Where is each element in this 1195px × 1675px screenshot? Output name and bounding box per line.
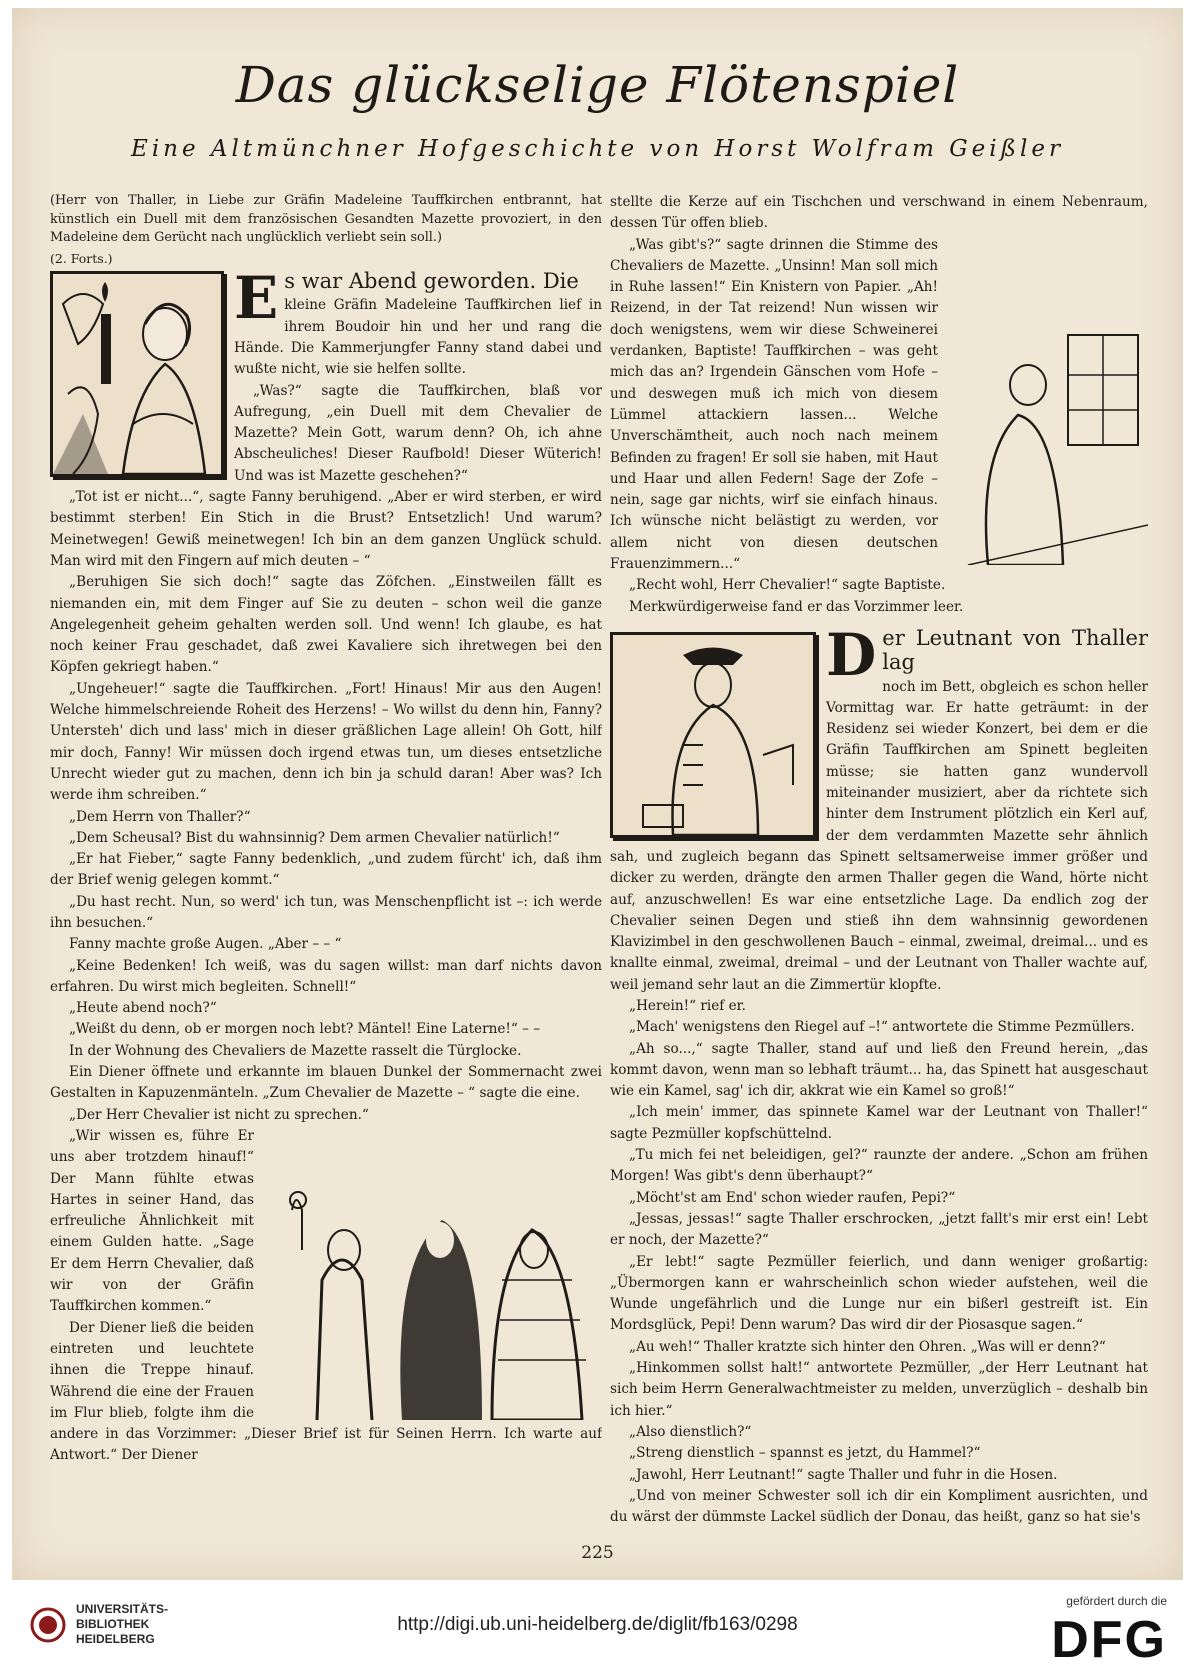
paragraph: „Heute abend noch?“ (69, 1000, 217, 1017)
illustration-lieutenant (610, 632, 816, 838)
library-name-line: HEIDELBERG (76, 1632, 155, 1646)
continuation-note: (2. Forts.) (50, 250, 113, 266)
countess-drawing (53, 274, 221, 474)
paragraph: „Herein!“ rief er. (629, 997, 746, 1014)
left-column (50, 192, 602, 1527)
paragraph: „Er lebt!“ sagte Pezmüller feierlich, und dann weniger großartig: „Übermorgen kann er wahrscheinlich schon wieder aufstehen, weil die Wunde ungefährlich und die Lunge nur ein bißerl gestreift ist. Ein Mordsglück, Pepi! Denn warum? Das wird dir der Piosasque sagen.“ (610, 1253, 1148, 1334)
illustration-chevalier (948, 325, 1148, 565)
paragraph: „Wir wissen es, führe Er uns aber trotzdem hinauf!“ Der Mann fühlte etwas Hartes in seiner Hand, das erfreuliche Ähnlichkeit mit einem Gulden hatte. „Sage Er dem Herrn Chevalier, daß wir von der Gräfin Tauffkirchen kommen.“ (50, 1127, 254, 1315)
paragraph: „Dem Herrn von Thaller?“ (69, 808, 251, 825)
illustration-visitors (262, 1130, 602, 1420)
paragraph: „Also dienstlich?“ (629, 1423, 752, 1440)
paragraph: „Au weh!“ Thaller kratzte sich hinter den Ohren. „Was will er denn?“ (629, 1338, 1106, 1355)
paragraph: „Mach' wenigstens den Riegel auf –!“ antwortete die Stimme Pezmüllers. (629, 1019, 1135, 1036)
library-name-line: UNIVERSITÄTS- (76, 1602, 169, 1616)
library-name-line: BIBLIOTHEK (76, 1617, 150, 1631)
illustration-countess (50, 271, 224, 477)
article-subtitle: Eine Altmünchner Hofgeschichte von Horst Wolfram Geißler (131, 136, 1064, 162)
paragraph: „Der Herr Chevalier ist nicht zu sprechen.“ (69, 1106, 369, 1123)
scanned-page (12, 8, 1183, 1580)
paragraph: stellte die Kerze auf ein Tischchen und verschwand in einem Nebenraum, dessen Tür offen blieb. (610, 194, 1148, 232)
paragraph: „Tu mich fei net beleidigen, gel?“ raunzte der andere. „Schon am frühen Morgen! Was gibt's denn überhaupt?“ (610, 1147, 1148, 1185)
paragraph: „Ich mein' immer, das spinnete Kamel war der Leutnant von Thaller!“ sagte Pezmüller kopfschüttelnd. (610, 1104, 1148, 1142)
right-column (610, 192, 1148, 1552)
paragraph: Fanny machte große Augen. „Aber – – “ (69, 936, 342, 953)
article-title: Das glückselige Flötenspiel (235, 56, 960, 114)
paragraph: kleine Gräfin Madeleine Tauffkirchen lief in ihrem Boudoir hin und her und rang die Hände. Die Kammerjungfer Fanny stand dabei und wußte nicht, wie sie helfen sollte. (234, 297, 602, 378)
sponsor-text: gefördert durch die (1066, 1594, 1167, 1608)
paragraph: „Recht wohl, Herr Chevalier!“ sagte Baptiste. (629, 577, 946, 594)
paragraph: Ein Diener öffnete und erkannte im blauen Dunkel der Sommernacht zwei Gestalten in Kapuzenmänteln. „Zum Chevalier de Mazette – “ sagte die eine. (50, 1064, 602, 1102)
paragraph: „Streng dienstlich – spannst es jetzt, du Hammel?“ (629, 1445, 981, 1462)
right-lead-text: er Leutnant von Thaller lag (882, 625, 1148, 675)
paragraph: „Keine Bedenken! Ich weiß, was du sagen willst: man darf nichts davon erfahren. Du wirst mich begleiten. Schnell!“ (50, 957, 602, 995)
paragraph: „Ungeheuer!“ sagte die Tauffkirchen. „Fort! Hinaus! Mir aus den Augen! Welche himmelschreiende Roheit des Herzens! – Wo willst du denn hin, Fanny? Untersteh' dich und lass' mich in dieser gräßlichen Lage allein! Oh Gott, hilf mir doch, Fanny! Wir müssen doch irgend etwas tun, um dieses entsetzliche Unrecht wieder gut zu machen, denn ich bin ja schuld daran! Aber was? Ich werde ihm schreiben.“ (50, 680, 602, 804)
viewer-footer (0, 1584, 1195, 1675)
dfg-logo: DFG (1051, 1611, 1167, 1669)
paragraph: noch im Bett, obgleich es schon heller Vormittag war. Er hatte geträumt: in der Residenz sei wieder Konzert, bei dem er die Gräfin Tauffkirchen am Spinett begleiten müsse; sie hatten ganz wundervoll miteinander musiziert, aber da richtete sich hinter dem Instrument plötzlich ein Kerl auf, der dem verdammten Mazette sehr ähnlich sah, und zugleich begann das Spinett seltsamerweise immer größer und dicker zu werden, drängte den armen Thaller gegen die Wand, hörte nicht auf, anzuschwellen! Es war eine entsetzliche Lage. Da endlich zog der Chevalier seinen Degen und stieß ihn dem wahnsinnig gewordenen Klavizimbel in den geschwollenen Bauch – einmal, zweimal, dreimal... und es knallte einmal, zweimal, dreimal – und der Leutnant von Thaller wachte auf, weil jemand sehr laut an die Zimmertür klopfte. (610, 678, 1148, 993)
dropcap-d: D (826, 620, 877, 689)
left-lead-text: s war Abend geworden. Die (284, 269, 579, 294)
visitors-drawing (262, 1130, 602, 1420)
permalink-url[interactable]: http://digi.ub.uni-heidelberg.de/diglit/fb163/0298 (397, 1614, 798, 1635)
paragraph: „Jawohl, Herr Leutnant!“ sagte Thaller und fuhr in die Hosen. (629, 1466, 1058, 1483)
paragraph: In der Wohnung des Chevaliers de Mazette rasselt die Türglocke. (69, 1042, 522, 1059)
paragraph: „Weißt du denn, ob er morgen noch lebt? Mäntel! Eine Laterne!“ – – (69, 1021, 541, 1038)
paragraph: „Ah so...,“ sagte Thaller, stand auf und ließ den Freund herein, „das kommt davon, wenn man so lebhaft träumt... ha, das Spinett hat ausgeschaut wie ein Kamel, sag' ich dir, akkrat wie ein Kamel so groß!“ (610, 1040, 1148, 1100)
left-opening (50, 248, 602, 572)
dropcap-e: E (234, 264, 279, 333)
paragraph: Der Diener ließ die beiden eintreten und leuchtete ihnen die Treppe hinauf. Während die eine der Frauen im Flur blieb, folgte ihm die andere in das Vorzimmer: „Dieser Brief ist für Seinen Herrn. Ich warte auf Antwort.“ Der Diener (50, 1319, 602, 1464)
paragraph: „Hinkommen sollst halt!“ antwortete Pezmüller, „der Herr Leutnant hat sich beim Herrn Generalwachtmeister zu melden, unverzüglich – deshalb bin ich hier.“ (610, 1360, 1148, 1419)
page-number: 225 (581, 1543, 614, 1563)
lieutenant-drawing (613, 635, 813, 835)
paragraph: „Jessas, jessas!“ sagte Thaller erschrocken, „jetzt fallt's mir erst ein! Lebt er noch, der Mazette?“ (610, 1210, 1148, 1249)
intro-summary: (Herr von Thaller, in Liebe zur Gräfin Madeleine Tauffkirchen entbrannt, hat künstlich ein Duell mit dem französischen Gesandten Mazette provoziert, in den Madeleine dem Gerücht nach unglücklich verliebt sein soll.) (50, 193, 602, 246)
paragraph: „Was gibt's?“ sagte drinnen die Stimme des Chevaliers de Mazette. „Unsinn! Man soll mich in Ruhe lassen!“ Ein Knistern von Papier. „Ah! Reizend, in der Tat reizend! Nun wissen wir doch wenigstens, wem wir diese Schweinerei verdanken, Baptiste! Tauffkirchen – was geht mich das an? Irgendein Gänschen vom Hofe – und deswegen muß ich mich von diesem Lümmel attackiern lassen... Welche Unverschämtheit, auch noch nach meinem Befinden zu fragen! Er soll sie haben, mit Haut und Haar und allen Federn! Sage der Zofe – nein, sage gar nichts, wirf sie einfach hinaus. Ich wünsche nicht belästigt zu werden, vor allem nicht von diesen deutschen Frauenzimmern...“ (610, 236, 938, 573)
paragraph: „Was?“ sagte die Tauffkirchen, blaß vor Aufregung, „ein Duell mit dem Chevalier de Mazette? Mein Gott, warum denn? Oh, ich ahne Abscheuliches! Dieser Raufbold! Dieser Wüterich! Und was ist Mazette geschehen?“ (234, 382, 602, 484)
paragraph: Merkwürdigerweise fand er das Vorzimmer leer. (629, 598, 964, 615)
paragraph: „Beruhigen Sie sich doch!“ sagte das Zöfchen. „Einstweilen fällt es niemanden ein, mit dem Finger auf Sie zu deuten – schon weil die ganze Angelegenheit geheim gehalten werden soll. Und wenn! Ich glaube, es hat noch keiner Frau geschadet, daß zwei Kavaliere sich ihretwegen bei den Köpfen gekriegt haben.“ (50, 574, 602, 676)
paragraph: „Du hast recht. Nun, so werd' ich tun, was Menschenpflicht ist –: ich werde ihn besuchen.“ (50, 893, 602, 931)
paragraph: „Und von meiner Schwester soll ich dir ein Kompliment ausrichten, und du wärst der dümmste Lackel südlich der Donau, das heißt, ganz so hat sie's (610, 1487, 1148, 1526)
paragraph: „Tot ist er nicht...“, sagte Fanny beruhigend. „Aber er wird sterben, er wird bestimmt sterben! Ein Stich in die Brust? Entsetzlich! Und warum? Meinetwegen! Gewiß meinetwegen! Ich bin an dem ganzen Unglück schuld. Man wird mit den Fingern auf mich deuten – “ (50, 489, 602, 569)
sponsor-block[interactable] (1051, 1594, 1167, 1669)
paragraph: „Dem Scheusal? Bist du wahnsinnig? Dem armen Chevalier natürlich!“ (69, 829, 560, 846)
paragraph: „Er hat Fieber,“ sagte Fanny bedenklich, „und zudem fürcht' ich, daß ihm der Brief wenig gelegen kommt.“ (50, 851, 602, 889)
paragraph: „Möcht'st am End' schon wieder raufen, Pepi?“ (629, 1189, 956, 1206)
chevalier-drawing (948, 325, 1148, 565)
